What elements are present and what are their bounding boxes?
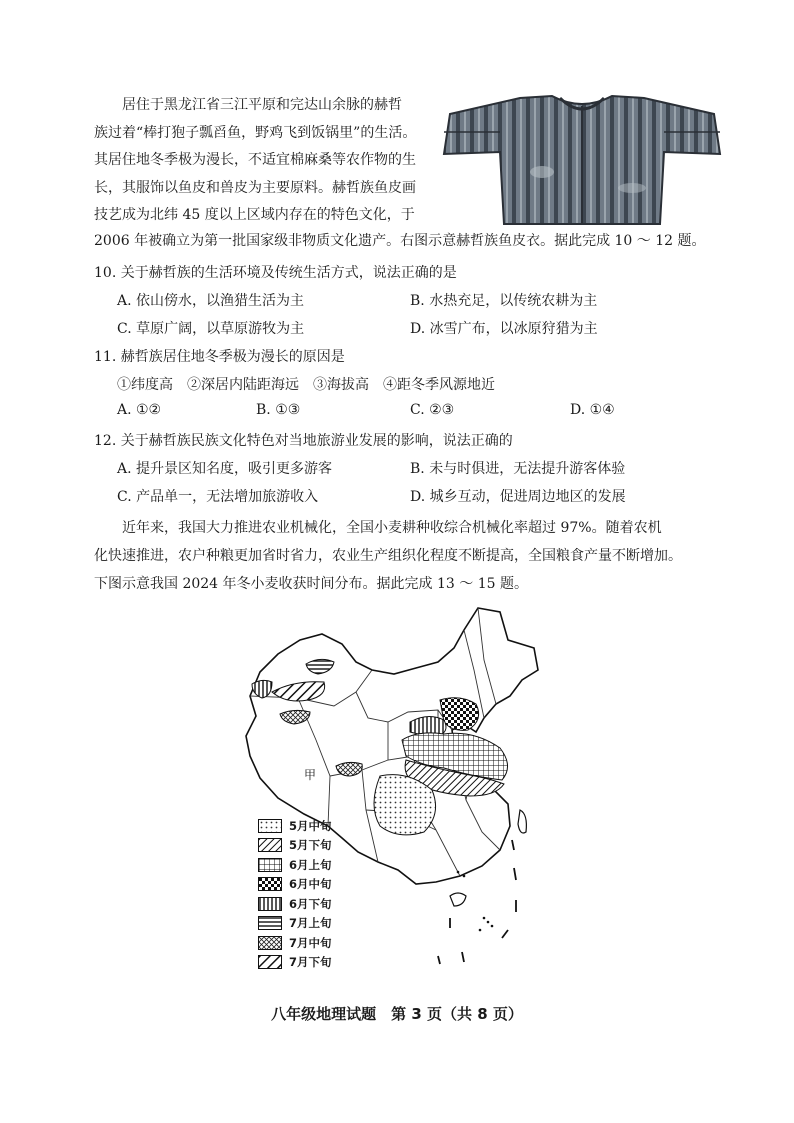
- legend-item: [258, 933, 332, 953]
- legend-swatch-may-late: [258, 838, 282, 852]
- fish-skin-coat-image: [442, 92, 722, 226]
- intro-line: 族过着“棒打狍子瓢舀鱼，野鸡飞到饭锅里”的生活。: [94, 124, 417, 141]
- legend-swatch-may-mid: [258, 819, 282, 833]
- passage-2: [94, 514, 734, 598]
- passage-2-line: 化快速推进，农户种粮更加省时省力，农业生产组织化程度不断提高，全国粮食产量不断增加。: [94, 548, 682, 564]
- legend-label: 6月下旬: [289, 896, 332, 911]
- legend-label: 5月中旬: [289, 818, 332, 833]
- legend-label: 7月下旬: [289, 955, 332, 970]
- question-11-option-b: B. ①③: [256, 402, 301, 418]
- question-11-option-d: D. ①④: [570, 402, 615, 418]
- question-11-option-c: C. ②③: [410, 402, 455, 418]
- question-12-option-c: C. 产品单一，无法增加旅游收入: [117, 489, 319, 505]
- legend-label: 7月中旬: [289, 935, 332, 950]
- intro-line: 居住于黑龙江省三江平原和完达山余脉的赫哲: [122, 97, 402, 113]
- legend-label: 5月下旬: [289, 838, 332, 853]
- legend-item: [258, 816, 332, 836]
- question-10-option-c: C. 草原广阔，以草原游牧为主: [117, 321, 305, 337]
- legend-item: [258, 836, 332, 856]
- legend-item: [258, 855, 332, 875]
- question-12-option-b: B. 未与时俱进，无法提升游客体验: [410, 461, 626, 477]
- legend-item: [258, 914, 332, 934]
- question-10-stem: 10. 关于赫哲族的生活环境及传统生活方式，说法正确的是: [94, 265, 457, 281]
- legend-item: [258, 894, 332, 914]
- intro-line: 技艺成为北纬 45 度以上区域内存在的特色文化，于: [94, 207, 415, 224]
- legend-label: 6月上旬: [289, 857, 332, 872]
- intro-paragraph: [94, 92, 434, 230]
- legend-swatch-june-early: [258, 858, 282, 872]
- question-12-option-a: A. 提升景区知名度，吸引更多游客: [117, 461, 333, 477]
- legend-item: [258, 953, 332, 973]
- passage-2-line: 近年来，我国大力推进农业机械化，全国小麦耕种收综合机械化率超过 97%。随着农机: [122, 520, 662, 536]
- page-footer: 八年级地理试题 第 3 页（共 8 页）: [271, 1005, 523, 1023]
- question-11-stem: 11. 赫哲族居住地冬季极为漫长的原因是: [94, 349, 345, 365]
- intro-line: 长，其服饰以鱼皮和兽皮为主要原料。赫哲族鱼皮画: [94, 179, 416, 196]
- legend-item: [258, 875, 332, 895]
- question-11-choices: ①纬度高 ②深居内陆距海远 ③海拔高 ④距冬季风源地近: [117, 377, 495, 393]
- question-10-option-d: D. 冰雪广布，以冰原狩猎为主: [410, 321, 598, 337]
- question-11-option-a: A. ①②: [117, 402, 162, 418]
- legend-swatch-june-mid: [258, 877, 282, 891]
- question-12-option-d: D. 城乡互动，促进周边地区的发展: [410, 489, 626, 505]
- legend-swatch-june-late: [258, 897, 282, 911]
- question-12-stem: 12. 关于赫哲族民族文化特色对当地旅游业发展的影响，说法正确的: [94, 433, 513, 449]
- map-marker-jia: 甲: [304, 768, 317, 782]
- intro-line: 其居住地冬季极为漫长，不适宜棉麻桑等农作物的生: [94, 152, 416, 169]
- intro-last-line: 2006 年被确立为第一批国家级非物质文化遗产。右图示意赫哲族鱼皮衣。据此完成 10 ～ 12 题。: [94, 233, 706, 249]
- legend-swatch-july-late: [258, 955, 282, 969]
- passage-2-line: 下图示意我国 2024 年冬小麦收获时间分布。据此完成 13 ～ 15 题。: [94, 576, 528, 592]
- question-10-option-a: A. 依山傍水，以渔猎生活为主: [117, 293, 305, 309]
- question-10-option-b: B. 水热充足，以传统农耕为主: [410, 293, 598, 309]
- legend-label: 6月中旬: [289, 877, 332, 892]
- map-legend: [258, 816, 332, 972]
- legend-label: 7月上旬: [289, 916, 332, 931]
- legend-swatch-july-early: [258, 916, 282, 930]
- legend-swatch-july-mid: [258, 936, 282, 950]
